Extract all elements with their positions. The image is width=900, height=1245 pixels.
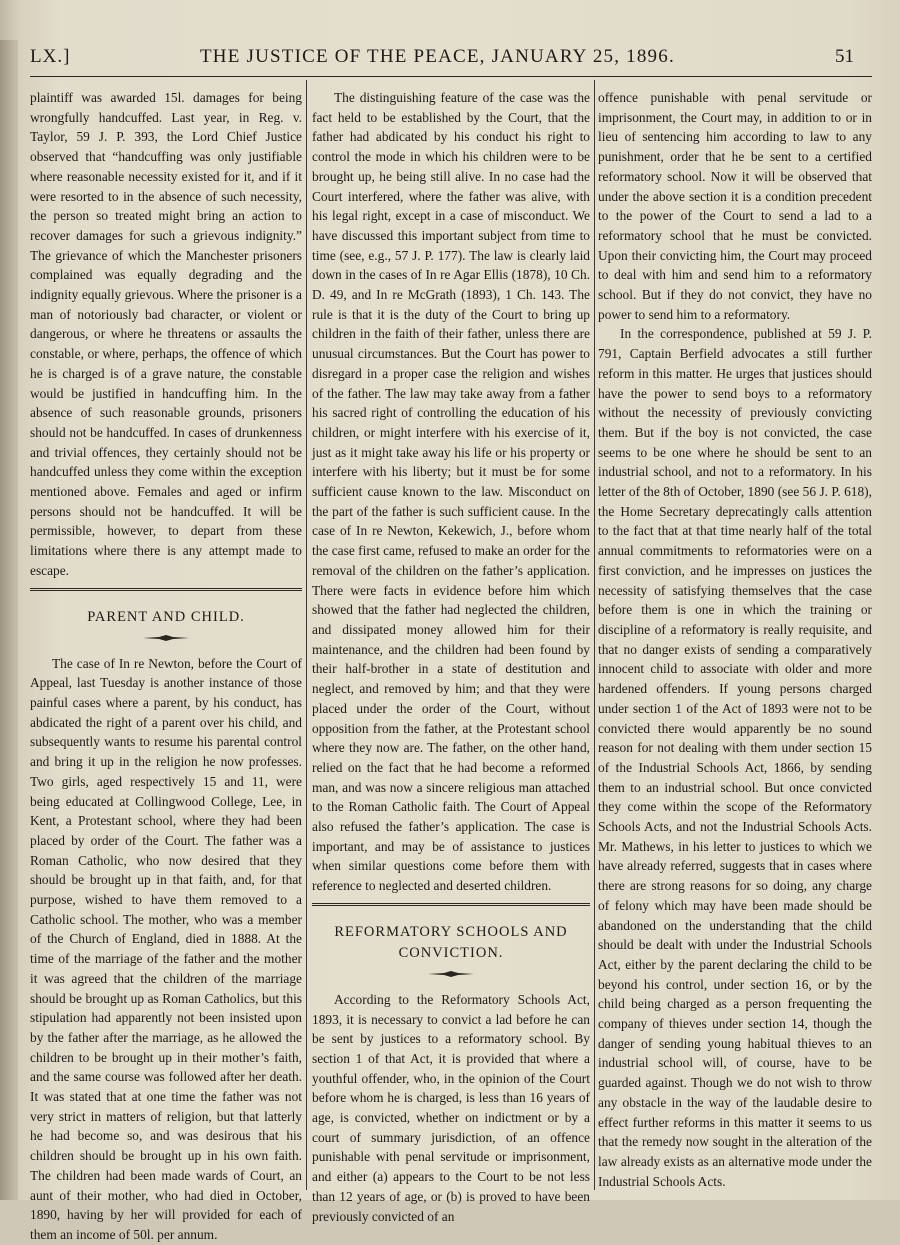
- column-divider: [594, 80, 595, 1190]
- column-divider: [306, 80, 307, 1190]
- masthead-title: THE JUSTICE OF THE PEACE, JANUARY 25, 1896.: [200, 46, 675, 67]
- column-right: [598, 88, 872, 1191]
- column-middle: [312, 88, 590, 1226]
- ornament-dash-icon: [143, 634, 189, 642]
- article-paragraph: The case of In re Newton, before the Court of Appeal, last Tuesday is another instance of those painful cases where a parent, by his conduct, has abdicated the right of a parent over his child, and subsequently wants to resume his parental control and bring it up in the religion he now professes. Two girls, aged respectively 15 and 11, were being educated at Collingwood College, Lee, in Kent, a Protestant school, where they had been placed by order of the Court. The father was a Roman Catholic, who now desired that they should be brought up in that faith, and, for that purpose, wished to have them removed to a Catholic school. The mother, who was a member of the Church of England, died in 1888. At the time of the marriage of the father and the mother it was agreed that the children of the marriage should be brought up as Roman Catholics, but this stipulation had apparently not been insisted upon by the father after the marriage, as he allowed the children to be brought up in their mother’s faith, and the same course was followed after her death. It was stated that at one time the father was not very strict in matters of religion, but that latterly he had become so, and was desirous that his children should be brought up in his own faith. The children had been made wards of Court, an aunt of their mother, who had died in October, 1890, having by her will provided for each of them an income of 50l. per annum.: [30, 655, 302, 1242]
- article-paragraph: plaintiff was awarded 15l. damages for being wrongfully handcuffed. Last year, in Reg. v. Taylor, 59 J. P. 393, the Lord Chief Justice observed that “handcuffing was only justifiable where reasonable necessity existed for it, and if it were resorted to in the absence of such necessity, the person so treated might bring an action to recover damages for such a grievous indignity.” The grievance of which the Manchester prisoners complained was equally degrading and the indignity equally grievous. Where the prisoner is a man of notoriously bad character, or violent or dangerous, or where he threatens or assaults the constable, or where, perhaps, the offence of which he is charged is of a grave nature, the constable would be justified in handcuffing him. In the absence of such reasonable grounds, prisoners should not be handcuffed. In cases of drunkenness and trivial offences, they certainly should not be handcuffed unless they come within the exception mentioned above. Females and aged or infirm persons should not be handcuffed. It will be permissible, however, to depart from these limitations where there is any attempt made to escape.: [30, 90, 302, 578]
- book-spine: [0, 40, 18, 1200]
- volume-label: LX.]: [30, 46, 71, 67]
- section-heading: PARENT AND CHILD.: [87, 608, 245, 625]
- article-paragraph: offence punishable with penal servitude or imprisonment, the Court may, in addition to or in lieu of sentencing him according to law to any punishment, order that he be sent to a certified reformatory school. Now it will be observed that under the above section it is a condition precedent to the power of the Court to send a lad to a reformatory school that he must be convicted. Upon their convicting him, the Court may proceed to deal with him and send him to a reformatory school. But if they do not convict, they have no power to send him to a reformatory.: [598, 90, 872, 322]
- page-number: 51: [835, 46, 854, 67]
- header-rule: [30, 76, 872, 77]
- ornament-dash-icon: [428, 970, 474, 978]
- page-header: [30, 46, 870, 74]
- section-rule: [30, 588, 302, 591]
- article-paragraph: In the correspondence, published at 59 J. P. 791, Captain Berfield advocates a still further reform in this matter. He urges that justices should have the power to send boys to a reformatory without the necessity of previously convicting them. But if the boy is not convicted, the case seems to be one where he should be sent to an industrial school, and not to a reformatory. In his letter of the 8th of October, 1890 (see 56 J. P. 618), the Home Secretary deprecatingly calls attention to the fact that at that time nearly half of the total annual commitments to reformatories were on a first conviction, and he impresses on justices the necessity of satisfying themselves that the case before them is one in which the training or discipline of a reformatory is really requisite, and that no danger exists of sending a comparatively innocent child to associate with older and more hardened offenders. If young persons charged under section 1 of the Act of 1893 were not to be convicted there would apparently be no sound reason for not dealing with them under section 15 of the Industrial Schools Act, 1866, by sending them to an industrial school. But once convicted they come within the scope of the Reformatory Schools Acts, and not the Industrial Schools Acts. Mr. Mathews, in his letter to justices to which we have already referred, suggests that in cases where there are strong reasons for so doing, any charge of felony which may have been made should be abandoned on the understanding that the child should be dealt with under the Industrial Schools Act, either by the parent declaring the child to be beyond his control, under section 16, or by the child being charged as a person frequenting the company of thieves under section 14, though the danger of sending young habitual thieves to an industrial school will, of course, have to be guarded against. Though we do not wish to throw any obstacle in the way of the laudable desire to effect further reforms in this matter it seems to us that the remedy now sought in the alteration of the law already exists as an alternative mode under the Industrial Schools Acts.: [598, 326, 872, 1189]
- article-paragraph: According to the Reformatory Schools Act, 1893, it is necessary to convict a lad before he can be sent by justices to a reformatory school. By section 1 of that Act, it is provided that where a youthful offender, who, in the opinion of the Court before whom he is charged, is less than 16 years of age, is convicted, whether on indictment or by a court of summary jurisdiction, of an offence punishable with penal servitude or imprisonment, and either (a) appears to the Court to be not less than 12 years of age, or (b) is proved to have been previously convicted of an: [312, 991, 590, 1224]
- article-paragraph: The distinguishing feature of the case was the fact held to be established by the Court, that the father had abdicated by his conduct his right to control the mode in which his children were to be brought up, he being still alive. In no case had the Court interfered, where the father was alive, with his legal right, except in a case of misconduct. We have discussed this important subject from time to time (see, e.g., 57 J. P. 177). The law is clearly laid down in the cases of In re Agar Ellis (1878), 10 Ch. D. 49, and In re McGrath (1893), 1 Ch. 143. The rule is that it is the duty of the Court to bring up children in the faith of their father, unless there are unusual circumstances. But the Court has power to disregard in a proper case the religion and wishes of the father. The law may take away from a father his sacred right of controlling the education of his children, or might interfere with his exercise of it, just as it might take away his life or his property or interfere with his liberty; but it must be for some sufficient cause known to the law. Misconduct on the part of the father is such sufficient cause. In the case of In re Newton, Kekewich, J., before whom the case first came, refused to make an order for the removal of the children on the father’s application. There were facts in evidence before him which showed that the father had neglected the children, and dissipated money allowed him for their maintenance, and the children had been found by their half-brother in a state of destitution and neglect, and removed by him; and that they were placed under the order of the Court, without opposition from the father, at the Protestant school where they now are. The father, on the other hand, relied on the fact that he had become a reformed man, and was now a sincere religious man attached to the Roman Catholic faith. The Court of Appeal also refused the father’s application. The case is important, and may be of assistance to justices when similar questions come before them with reference to neglected and deserted children.: [312, 90, 590, 894]
- column-left: [30, 88, 302, 1245]
- section-heading: REFORMATORY SCHOOLS AND CONVICTION.: [334, 923, 568, 961]
- section-rule: [312, 903, 590, 906]
